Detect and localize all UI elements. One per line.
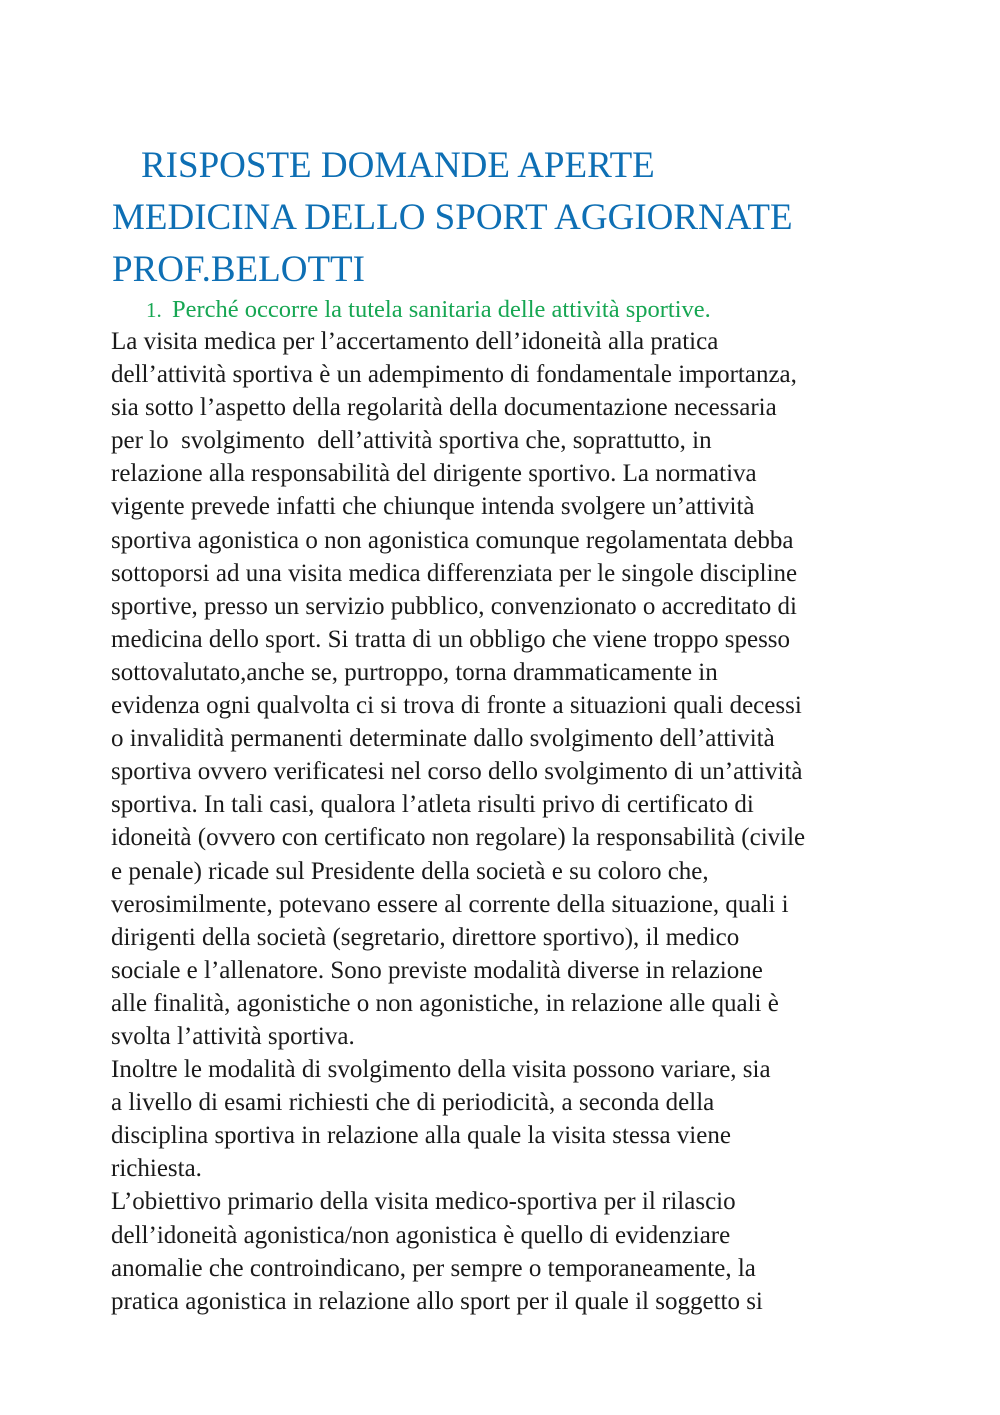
question-text: Perché occorre la tutela sanitaria delle attività sportive.	[172, 296, 711, 323]
paragraph-line: svolta l’attività sportiva.	[111, 1022, 355, 1050]
answer-body	[111, 325, 911, 1318]
paragraph-line: sottovalutato,anche se, purtroppo, torna drammaticamente in	[111, 658, 718, 686]
paragraph-line: sportive, presso un servizio pubblico, convenzionato o accreditato di	[111, 592, 797, 620]
paragraph-line: sportiva agonistica o non agonistica comunque regolamentata debba	[111, 526, 794, 554]
paragraph-line: dirigenti della società (segretario, direttore sportivo), il medico	[111, 923, 740, 951]
paragraph-line: e penale) ricade sul Presidente della società e su coloro che,	[111, 857, 709, 885]
paragraph-line: sia sotto l’aspetto della regolarità della documentazione necessaria	[111, 394, 777, 422]
paragraph-line: pratica agonistica in relazione allo sport per il quale il soggetto si	[111, 1287, 763, 1315]
paragraph-line: richiesta.	[111, 1155, 202, 1183]
paragraph-line: evidenza ogni qualvolta ci si trova di fronte a situazioni quali decessi	[111, 692, 802, 720]
paragraph-line: L’obiettivo primario della visita medico-sportiva per il rilascio	[111, 1188, 736, 1216]
paragraph-line: alle finalità, agonistiche o non agonistiche, in relazione alle quali è	[111, 989, 779, 1017]
paragraph-line: a livello di esami richiesti che di periodicità, a seconda della	[111, 1089, 715, 1117]
paragraph-line: disciplina sportiva in relazione alla quale la visita stessa viene	[111, 1122, 731, 1150]
paragraph-line: relazione alla responsabilità del dirigente sportivo. La normativa	[111, 460, 757, 488]
paragraph-line: verosimilmente, potevano essere al corrente della situazione, quali i	[111, 890, 789, 918]
paragraph-line: o invalidità permanenti determinate dallo svolgimento dell’attività	[111, 725, 775, 753]
paragraph-line: medicina dello sport. Si tratta di un obbligo che viene troppo spesso	[111, 625, 791, 653]
document-title	[112, 140, 912, 296]
paragraph-line: per lo svolgimento dell’attività sportiva che, soprattutto, in	[111, 427, 712, 455]
title-line: MEDICINA DELLO SPORT AGGIORNATE	[112, 197, 793, 238]
title-line: RISPOSTE DOMANDE APERTE	[141, 145, 655, 186]
paragraph-line: idoneità (ovvero con certificato non regolare) la responsabilità (civile	[111, 824, 806, 852]
paragraph-line: Inoltre le modalità di svolgimento della visita possono variare, sia	[111, 1056, 771, 1084]
paragraph-line: sportiva. In tali casi, qualora l’atleta risulti privo di certificato di	[111, 791, 754, 819]
title-line: PROF.BELOTTI	[112, 249, 365, 290]
paragraph-line: anomalie che controindicano, per sempre o temporaneamente, la	[111, 1254, 756, 1282]
paragraph-line: sportiva ovvero verificatesi nel corso dello svolgimento di un’attività	[111, 758, 803, 786]
question-number: 1.	[146, 298, 162, 322]
paragraph-line: La visita medica per l’accertamento dell’idoneità alla pratica	[111, 328, 719, 355]
question-heading	[146, 295, 711, 325]
paragraph-line: dell’attività sportiva è un adempimento di fondamentale importanza,	[111, 361, 797, 389]
paragraph-line: vigente prevede infatti che chiunque intenda svolgere un’attività	[111, 493, 755, 521]
paragraph-line: sociale e l’allenatore. Sono previste modalità diverse in relazione	[111, 956, 763, 984]
paragraph-line: dell’idoneità agonistica/non agonistica è quello di evidenziare	[111, 1221, 731, 1249]
paragraph-line: sottoporsi ad una visita medica differenziata per le singole discipline	[111, 559, 798, 587]
